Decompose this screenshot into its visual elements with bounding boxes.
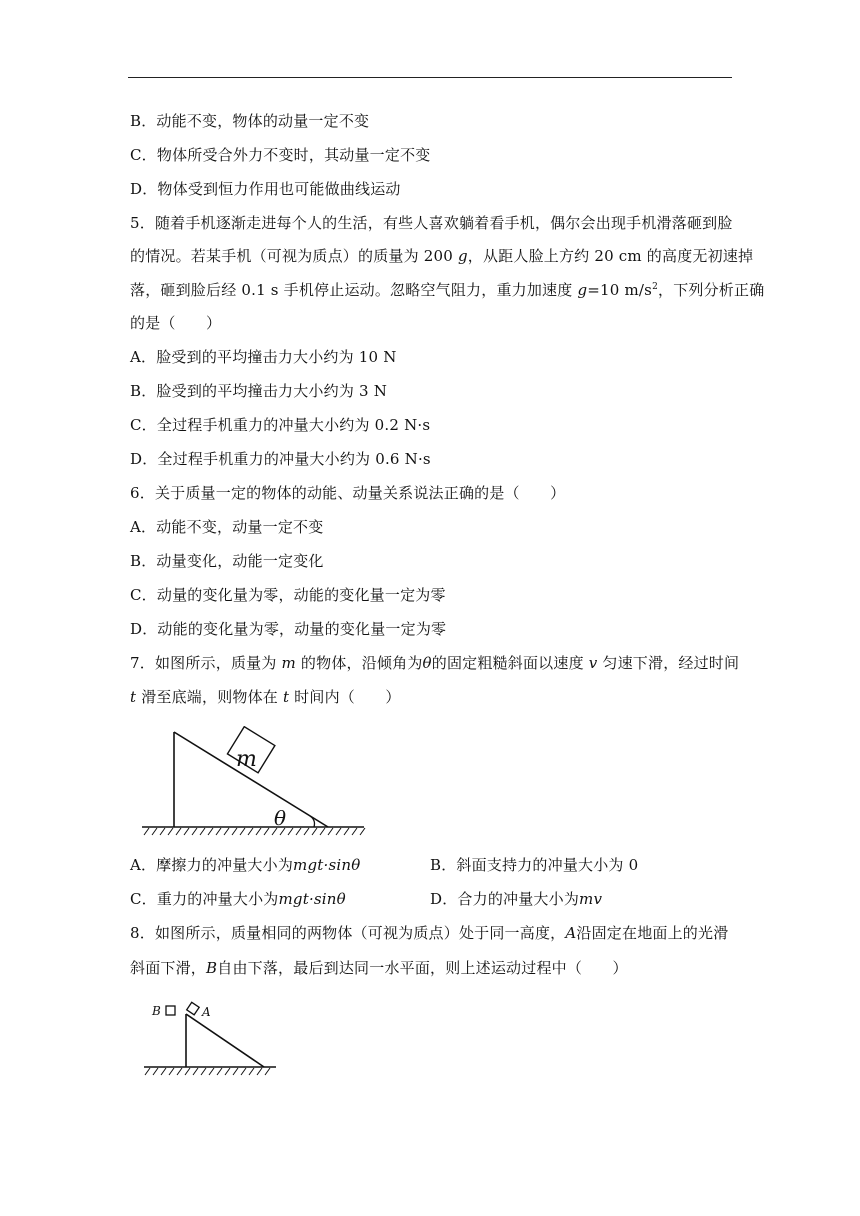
q5-option-d: D．全过程手机重力的冲量大小约为 0.6 N·s (130, 450, 431, 468)
q6-option-b: B．动量变化，动能一定变化 (130, 552, 324, 570)
mass-label: m (236, 747, 257, 772)
q5-stem-line4: 的是（ ） (130, 314, 222, 332)
angle-label: θ (274, 806, 287, 830)
q7-stem-line1: 7．如图所示，质量为 m 的物体，沿倾角为θ的固定粗糙斜面以速度 v 匀速下滑，经过时间 (130, 654, 740, 672)
incline-figure-q7 (138, 726, 368, 836)
q8-stem-line2: 斜面下滑，B自由下落，最后到达同一水平面，则上述运动过程中（ ） (130, 959, 628, 977)
q6-stem: 6．关于质量一定的物体的动能、动量关系说法正确的是（ ） (130, 484, 566, 502)
unit-gram: g (457, 247, 468, 265)
gravity-symbol: g (577, 281, 588, 299)
q4-option-b: B．动能不变，物体的动量一定不变 (130, 112, 370, 130)
q5-stem-line1: 5．随着手机逐渐走进每个人的生活，有些人喜欢躺着看手机，偶尔会出现手机滑落砸到脸 (130, 214, 733, 232)
q5-option-b: B．脸受到的平均撞击力大小约为 3 N (130, 382, 388, 400)
q6-option-c: C．动量的变化量为零，动能的变化量一定为零 (130, 586, 446, 604)
q7-option-b: B．斜面支持力的冲量大小为 0 (430, 856, 639, 874)
q4-option-c: C．物体所受合外力不变时，其动量一定不变 (130, 146, 431, 164)
q5-stem-line2: 的情况。若某手机（可视为质点）的质量为 200 g，从距人脸上方约 20 cm 的高度无初速掉 (130, 247, 754, 265)
q7-option-a: A．摩擦力的冲量大小为mgt·sinθ (130, 856, 361, 874)
incline-figure-q8 (140, 996, 280, 1080)
q7-option-d: D．合力的冲量大小为mv (430, 890, 603, 908)
header-rule (128, 77, 732, 78)
q5-option-c: C．全过程手机重力的冲量大小约为 0.2 N·s (130, 416, 431, 434)
q8-stem-line1: 8．如图所示，质量相同的两物体（可视为质点）处于同一高度，A沿固定在地面上的光滑 (130, 924, 729, 942)
q6-option-d: D．动能的变化量为零，动量的变化量一定为零 (130, 620, 447, 638)
object-a-label: A (202, 1005, 211, 1019)
object-b-label: B (152, 1004, 161, 1018)
q7-option-c: C．重力的冲量大小为mgt·sinθ (130, 890, 346, 908)
q5-option-a: A．脸受到的平均撞击力大小约为 10 N (130, 348, 397, 366)
q5-stem-line3: 落，砸到脸后经 0.1 s 手机停止运动。忽略空气阻力，重力加速度 g=10 $m/s^2$，下列分析正确 (130, 281, 765, 299)
q4-option-d: D．物体受到恒力作用也可能做曲线运动 (130, 180, 401, 198)
q7-stem-line2: t 滑至底端，则物体在 t 时间内（ ） (130, 688, 401, 706)
q6-option-a: A．动能不变，动量一定不变 (130, 518, 324, 536)
